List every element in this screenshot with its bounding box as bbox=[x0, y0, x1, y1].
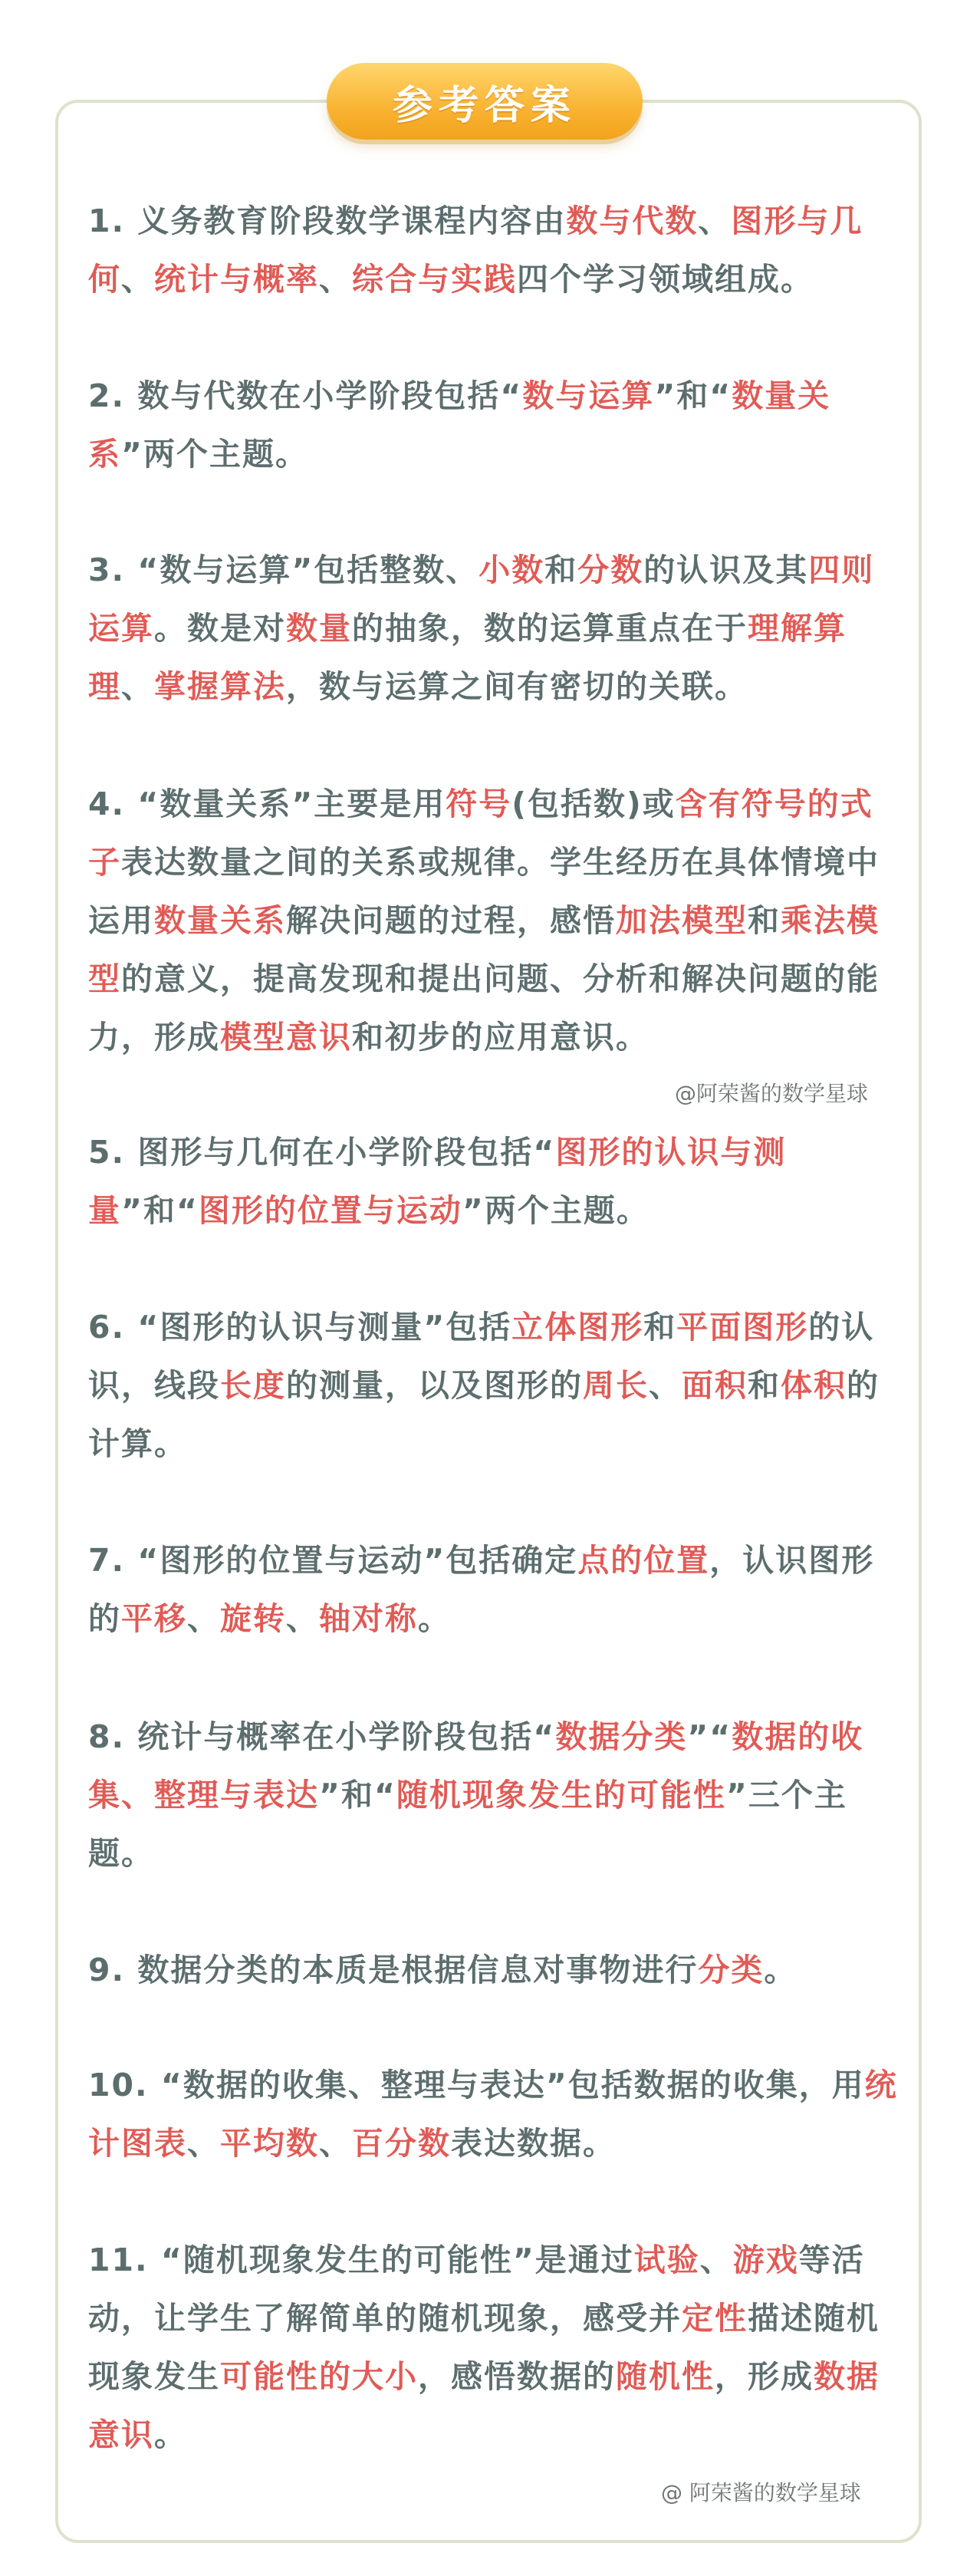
text-segment: 1. 义务教育阶段数学课程内容由 bbox=[88, 203, 567, 239]
title-text: 参考答案 bbox=[392, 82, 577, 129]
answer-item-7 bbox=[88, 1531, 901, 1648]
highlight-term: 随机现象发生的可能性 bbox=[396, 1777, 726, 1813]
highlight-term: 图形与几何 bbox=[88, 203, 863, 298]
text-segment: 11. “随机现象发生的可能性”是通过 bbox=[88, 2242, 634, 2278]
text-segment: 表达数量之间的关系或规律。学生经历在具体情境中运用 bbox=[88, 844, 880, 939]
text-segment: 、 bbox=[649, 1367, 682, 1404]
text-segment: 四个学习领域组成。 bbox=[517, 261, 814, 298]
text-segment: 表达数据。 bbox=[451, 2125, 616, 2162]
text-segment: 和初步的应用意识。 bbox=[352, 1019, 649, 1056]
answer-item-1 bbox=[88, 192, 901, 308]
text-segment: 9. 数据分类的本质是根据信息对事物进行 bbox=[88, 1952, 699, 1988]
highlight-term: 图形的位置与运动 bbox=[198, 1192, 462, 1229]
highlight-term: 含有符号的式子 bbox=[88, 786, 873, 881]
text-segment: 的意义，提高发现和提出问题、分析和解决问题的能力，形成 bbox=[88, 960, 880, 1056]
watermark-bottom: @ 阿荣酱的数学星球 bbox=[661, 2480, 861, 2505]
text-segment: 、 bbox=[121, 261, 154, 298]
text-segment: 7. “图形的位置与运动”包括确定 bbox=[88, 1542, 578, 1579]
text-segment: 和 bbox=[544, 552, 578, 588]
highlight-term: 统计图表 bbox=[88, 2067, 898, 2162]
highlight-term: 数量关系 bbox=[88, 377, 831, 473]
highlight-term: 数据意识 bbox=[88, 2358, 880, 2453]
highlight-term: 平移 bbox=[121, 1600, 187, 1637]
answer-item-8 bbox=[88, 1708, 901, 1883]
highlight-term: 理解算理 bbox=[88, 610, 847, 705]
text-segment: ”两个主题。 bbox=[462, 1192, 649, 1229]
text-segment: 等活动，让学生了解简单的随机现象，感受并 bbox=[88, 2242, 865, 2337]
answer-item-3 bbox=[88, 541, 901, 716]
highlight-term: 数据分类 bbox=[555, 1718, 688, 1755]
text-segment: 、 bbox=[286, 1600, 319, 1637]
text-segment: 10. “数据的收集、整理与表达”包括数据的收集，用 bbox=[88, 2067, 865, 2103]
highlight-term: 符号 bbox=[446, 786, 512, 822]
highlight-term: 定性 bbox=[682, 2300, 748, 2337]
highlight-term: 数据的收集、整理与表达 bbox=[88, 1718, 864, 1813]
text-segment: 、 bbox=[698, 203, 732, 239]
text-segment: ，感悟数据的 bbox=[418, 2358, 616, 2395]
answer-item-6 bbox=[88, 1298, 901, 1473]
text-segment: 的测量，以及图形的 bbox=[286, 1367, 583, 1404]
text-segment: 描述随机现象发生 bbox=[88, 2300, 880, 2395]
answer-item-2 bbox=[88, 367, 901, 483]
highlight-term: 周长 bbox=[583, 1367, 649, 1404]
highlight-term: 长度 bbox=[220, 1367, 286, 1404]
text-segment: 6. “图形的认识与测量”包括 bbox=[88, 1309, 512, 1346]
highlight-term: 立体图形 bbox=[511, 1309, 644, 1346]
text-segment: 的认识及其 bbox=[643, 552, 809, 588]
highlight-term: 分数 bbox=[577, 552, 644, 588]
text-segment: 和 bbox=[643, 1309, 677, 1346]
text-segment: 。 bbox=[418, 1600, 451, 1637]
highlight-term: 掌握算法 bbox=[154, 668, 286, 705]
text-segment: 。 bbox=[764, 1952, 797, 1988]
highlight-term: 数与运算 bbox=[522, 377, 655, 414]
highlight-term: 数量关系 bbox=[154, 902, 286, 939]
text-segment: 的计算。 bbox=[88, 1367, 880, 1462]
highlight-term: 随机性 bbox=[616, 2358, 715, 2395]
text-segment: 5. 图形与几何在小学阶段包括“ bbox=[88, 1134, 556, 1171]
highlight-term: 综合与实践 bbox=[352, 261, 517, 298]
text-segment: 、 bbox=[319, 2125, 352, 2162]
highlight-term: 乘法模型 bbox=[88, 902, 880, 997]
text-segment: 、 bbox=[699, 2242, 733, 2278]
text-segment: 的抽象，数的运算重点在于 bbox=[352, 610, 748, 647]
text-segment: (包括数)或 bbox=[511, 786, 676, 822]
text-segment: 解决问题的过程，感悟 bbox=[286, 902, 616, 939]
text-segment: 、 bbox=[319, 261, 352, 298]
highlight-term: 旋转 bbox=[220, 1600, 286, 1637]
highlight-term: 百分数 bbox=[352, 2125, 451, 2162]
text-segment: 和 bbox=[748, 1367, 781, 1404]
highlight-term: 分类 bbox=[698, 1952, 765, 1988]
text-segment: ”和“ bbox=[319, 1777, 396, 1813]
text-segment: 。 bbox=[154, 2416, 187, 2453]
text-segment: ”“ bbox=[687, 1718, 732, 1755]
text-segment: 8. 统计与概率在小学阶段包括“ bbox=[88, 1718, 556, 1755]
answer-item-10 bbox=[88, 2056, 901, 2172]
watermark-mid: @阿荣酱的数学星球 bbox=[675, 1081, 869, 1106]
text-segment: 、 bbox=[187, 1600, 220, 1637]
text-segment: 的认识，线段 bbox=[88, 1309, 875, 1404]
highlight-term: 模型意识 bbox=[220, 1019, 352, 1056]
highlight-term: 点的位置 bbox=[577, 1542, 710, 1579]
text-segment: 。数是对 bbox=[154, 610, 286, 647]
highlight-term: 四则运算 bbox=[88, 552, 875, 647]
highlight-term: 平均数 bbox=[220, 2125, 319, 2162]
text-segment: 和 bbox=[748, 902, 781, 939]
text-segment: ”和“ bbox=[654, 377, 732, 414]
answer-item-4 bbox=[88, 775, 901, 1066]
text-segment: ”和“ bbox=[121, 1192, 199, 1229]
highlight-term: 平面图形 bbox=[676, 1309, 809, 1346]
highlight-term: 数与代数 bbox=[566, 203, 699, 239]
text-segment: ，认识图形的 bbox=[88, 1542, 875, 1637]
text-segment: ，形成 bbox=[715, 2358, 814, 2395]
highlight-term: 加法模型 bbox=[616, 902, 748, 939]
highlight-term: 可能性的大小 bbox=[220, 2358, 418, 2395]
text-segment: 2. 数与代数在小学阶段包括“ bbox=[88, 377, 523, 414]
highlight-term: 统计与概率 bbox=[154, 261, 319, 298]
text-segment: 、 bbox=[121, 668, 154, 705]
highlight-term: 数量 bbox=[286, 610, 352, 647]
answer-item-5 bbox=[88, 1123, 901, 1240]
highlight-term: 试验 bbox=[633, 2242, 700, 2278]
title-badge bbox=[327, 63, 643, 140]
answer-item-9 bbox=[88, 1941, 901, 1999]
text-segment: ”三个主题。 bbox=[88, 1777, 847, 1872]
highlight-term: 面积 bbox=[682, 1367, 748, 1404]
text-segment: 、 bbox=[187, 2125, 220, 2162]
text-segment: ，数与运算之间有密切的关联。 bbox=[286, 668, 748, 705]
text-segment: ”两个主题。 bbox=[121, 436, 308, 473]
answer-item-11 bbox=[88, 2231, 901, 2464]
highlight-term: 轴对称 bbox=[319, 1600, 418, 1637]
text-segment: 3. “数与运算”包括整数、 bbox=[88, 552, 479, 588]
highlight-term: 图形的认识与测量 bbox=[88, 1134, 787, 1229]
text-segment: 4. “数量关系”主要是用 bbox=[88, 786, 446, 822]
highlight-term: 体积 bbox=[781, 1367, 847, 1404]
highlight-term: 小数 bbox=[478, 552, 545, 588]
highlight-term: 游戏 bbox=[732, 2242, 799, 2278]
